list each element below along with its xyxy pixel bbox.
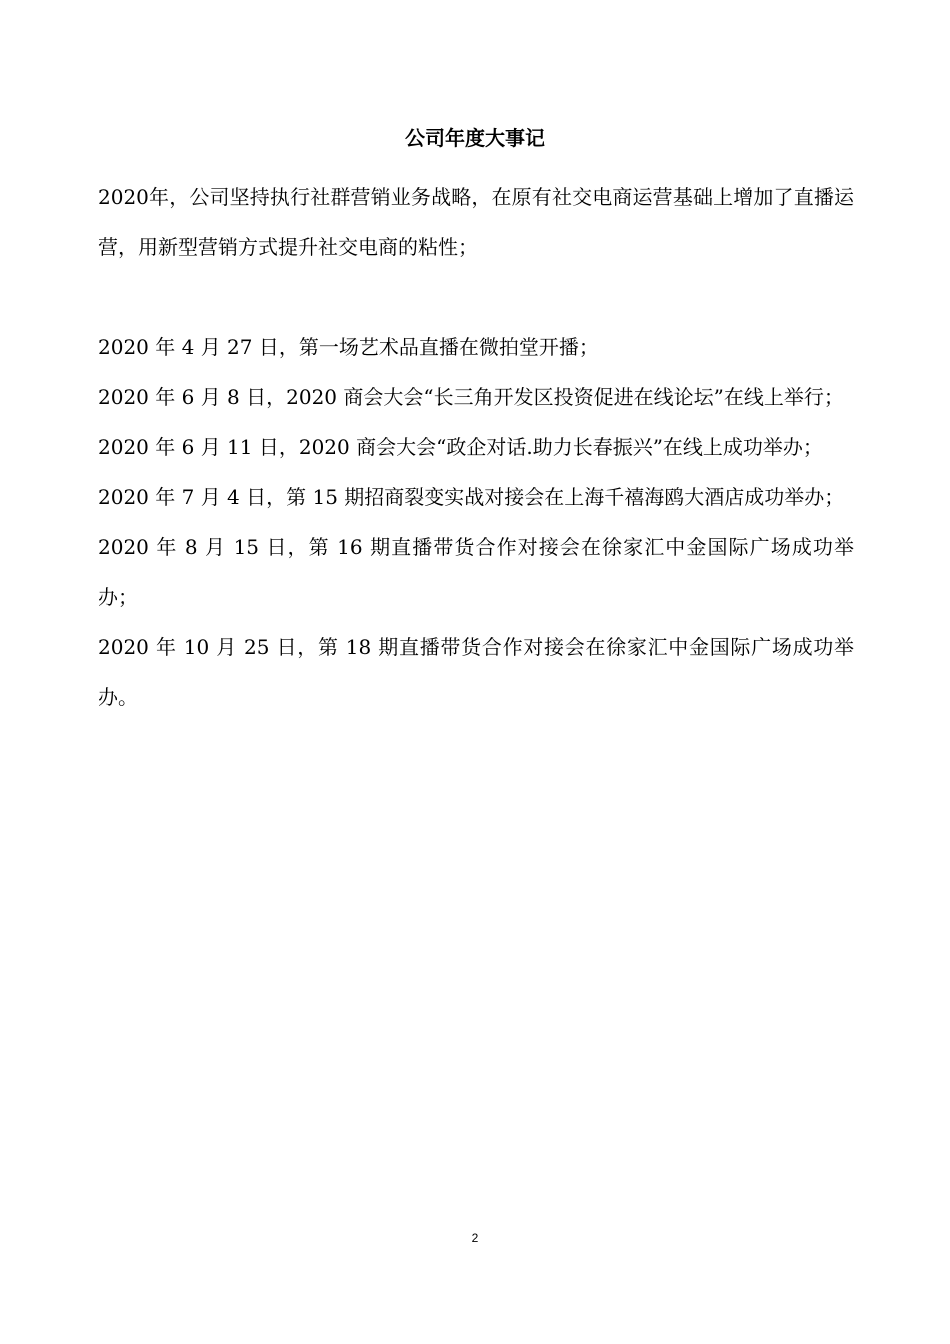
document-title: 公司年度大事记 — [405, 126, 545, 150]
event-item-2: 2020 年 6 月 8 日，2020 商会大会“长三角开发区投资促进在线论坛”在线上举行； — [98, 385, 844, 409]
document-body — [98, 172, 854, 722]
event-item-6: 2020 年 10 月 25 日，第 18 期直播带货合作对接会在徐家汇中金国际广场成功举办。 — [98, 635, 854, 709]
intro-paragraph: 2020年，公司坚持执行社群营销业务战略，在原有社交电商运营基础上增加了直播运营，用新型营销方式提升社交电商的粘性； — [98, 185, 854, 259]
event-item-3: 2020 年 6 月 11 日，2020 商会大会“政企对话.助力长春振兴”在线上成功举办； — [98, 435, 823, 459]
event-item-5: 2020 年 8 月 15 日，第 16 期直播带货合作对接会在徐家汇中金国际广场成功举办； — [98, 535, 854, 609]
event-item-4: 2020 年 7 月 4 日，第 15 期招商裂变实战对接会在上海千禧海鸥大酒店成功举办； — [98, 485, 845, 509]
page-number: 2 — [471, 1231, 479, 1245]
blank-line — [98, 272, 854, 322]
event-item-1: 2020 年 4 月 27 日，第一场艺术品直播在微拍堂开播； — [98, 335, 599, 359]
